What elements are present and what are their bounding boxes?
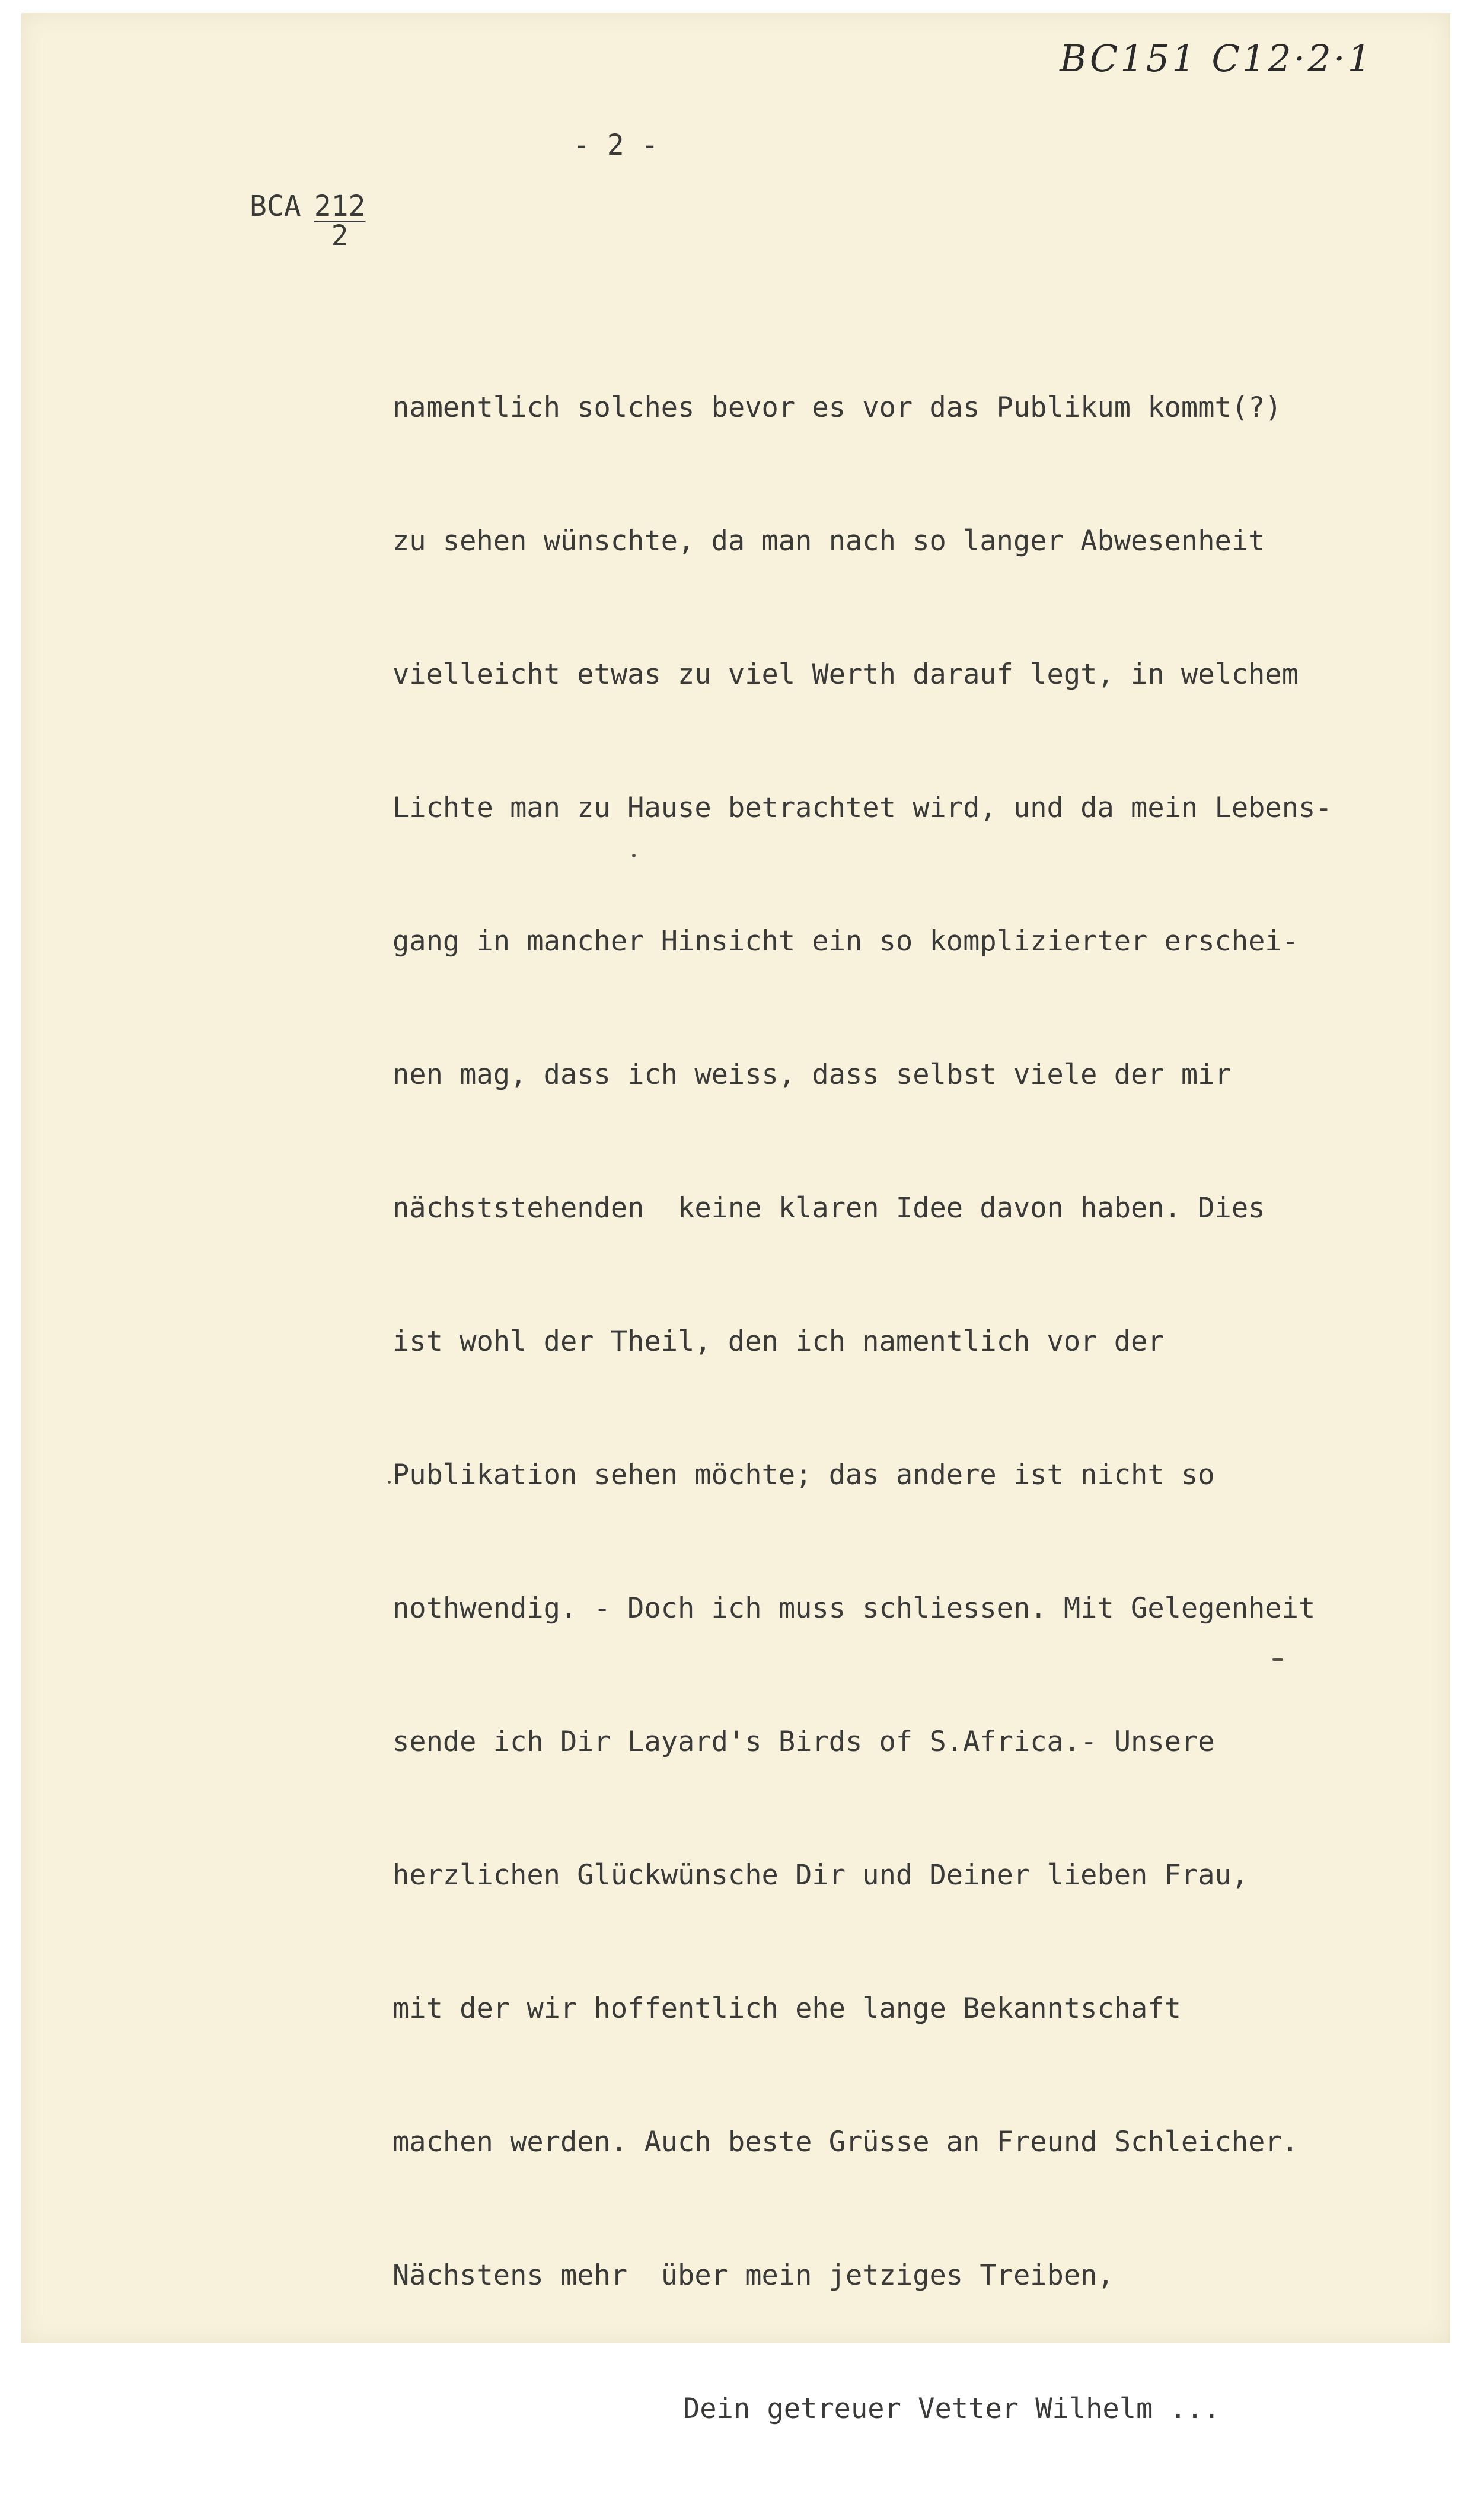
- letter-line: namentlich solches bevor es vor das Publikum kommt(?): [393, 391, 1282, 424]
- archive-reference: [250, 190, 365, 253]
- archive-reference-fraction: [314, 190, 366, 253]
- letter-line: sende ich Dir Layard's Birds of S.Africa.- Unsere: [393, 1725, 1215, 1758]
- handwritten-catalogue-reference: BC151 C12·2·1: [1060, 37, 1373, 80]
- letter-line: gang in mancher Hinsicht ein so komplizierter erschei-: [393, 925, 1299, 958]
- letter-line: zu sehen wünschte, da man nach so langer Abwesenheit: [393, 525, 1265, 557]
- archive-reference-denominator: 2: [331, 219, 349, 253]
- letter-line: Lichte man zu Hause betrachtet wird, und da mein Lebens-: [393, 792, 1332, 824]
- document-page: [21, 13, 1450, 2425]
- letter-line: Nächstens mehr über mein jetziges Treiben,: [393, 2259, 1114, 2292]
- archive-reference-numerator: 212: [314, 190, 366, 223]
- paper-speck: [632, 854, 636, 857]
- letter-line: nen mag, dass ich weiss, dass selbst viele der mir: [393, 1058, 1232, 1091]
- paper-speck: [388, 1481, 391, 1484]
- closing-signature-line: Dein getreuer Vetter Wilhelm ...: [683, 2393, 1220, 2425]
- letter-line: ist wohl der Theil, den ich namentlich vor der: [393, 1325, 1165, 1358]
- letter-line: nächststehenden keine klaren Idee davon haben. Dies: [393, 1192, 1265, 1224]
- letter-line: mit der wir hoffentlich ehe lange Bekanntschaft: [393, 1992, 1181, 2025]
- letter-line: vielleicht etwas zu viel Werth darauf legt, in welchem: [393, 658, 1299, 691]
- letter-line: machen werden. Auch beste Grüsse an Freund Schleicher.: [393, 2126, 1299, 2158]
- page-number: - 2 -: [573, 129, 659, 162]
- letter-body: [393, 296, 1436, 2520]
- letter-line: Publikation sehen möchte; das andere ist nicht so: [393, 1459, 1215, 1491]
- paper-speck: [1272, 1658, 1283, 1661]
- archive-reference-prefix: BCA: [250, 190, 301, 223]
- letter-line: nothwendig. - Doch ich muss schliessen. Mit Gelegenheit: [393, 1592, 1316, 1625]
- letter-line: herzlichen Glückwünsche Dir und Deiner lieben Frau,: [393, 1859, 1249, 1891]
